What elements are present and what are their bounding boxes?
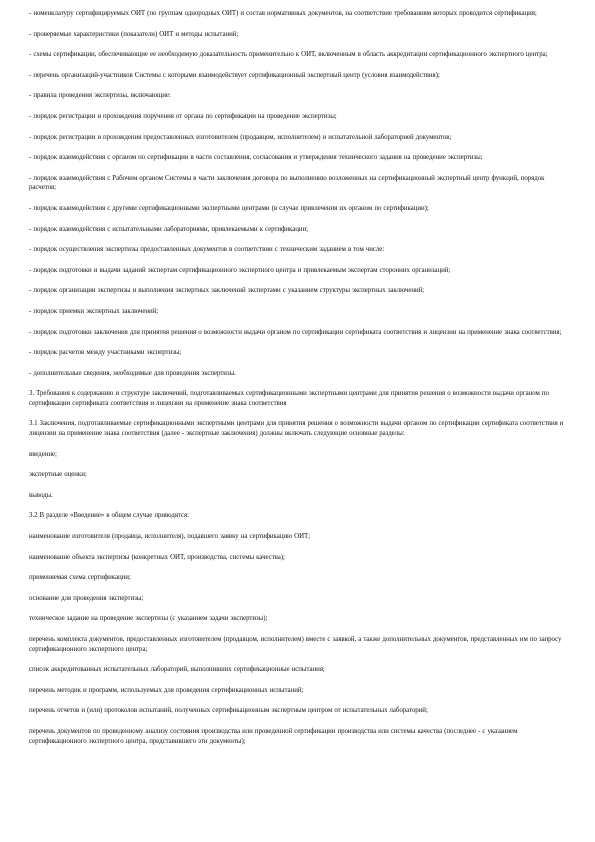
list-item: - правила проведения экспертизы, включающие: xyxy=(29,92,171,100)
list-item: - номенклатуру сертифицируемых ОИТ (по группам однородных ОИТ) и состав нормативных документов, на соответствие требованиям которых проводится сертификация; xyxy=(29,10,537,17)
list-item: - перечень организаций-участников Системы с которыми взаимодействует сертификационный экспертный центр (условия взаимодействия); xyxy=(29,71,440,79)
list-item: основание для проведения экспертизы; xyxy=(29,594,144,602)
list-item: список аккредитованных испытательных лабораторий, выполнивших сертификационные испытания; xyxy=(29,666,325,674)
list-item: - порядок взаимодействия с другими сертификационными экспертными центрами (в случае привлечения их органом по сертификации); xyxy=(29,204,429,212)
list-item: перечень комплекта документов, предоставленных изготовителем (продавцом, исполнителем) вместе с заявкой, а также дополнительных документов, представленных им по запросу сертификационного экспертного центра; xyxy=(29,636,562,653)
list-item: наименование изготовителя (продавца, исполнителя), подавшего заявку на сертификацию ОИТ; xyxy=(29,533,311,541)
list-item: - порядок взаимодействия с Рабочим органом Системы в части заключения договора по выполнению возложенных на сертификационный экспертный центр функций, порядок расчетов; xyxy=(29,174,545,192)
list-item: перечень документов по проведенному анализу состояния производства или проведенной сертификации производства или системы качества (последнее - с указанием сертификационного экспертного центра, представившего эти документы); xyxy=(29,727,518,745)
list-item: - дополнительные сведения, необходимые для проведения экспертизы. xyxy=(29,369,236,377)
list-item: - порядок регистрации и прохождения предоставленных изготовителем (продавцом, исполнителем) и испытательной лабораторией документов; xyxy=(29,133,452,141)
list-item: техническое задание на проведение экспертизы (с указанием задачи экспертизы); xyxy=(29,615,268,623)
list-item: - порядок подготовки и выдачи заданий экспертам сертификационного экспертного центра и привлекаемым экспертам сторонних организаций; xyxy=(29,266,451,274)
list-item: наименование объекта экспертизы (конкретных ОИТ, производства, системы качества); xyxy=(29,553,285,561)
body-paragraph: 3.1 Заключения, подготавливаемые сертификационными экспертными центрами для принятия решения о возможности выдачи органом по сертификации сертификата соответствия и лицензии на применение знака соответствия (далее - экспертные заключения) должны включать следующие основные разделы: xyxy=(29,420,564,438)
list-item: - схемы сертификации, обеспечивающие ее необходимую доказательность применительно к ОИТ, включенным в область аккредитации сертификационного экспертного центра; xyxy=(29,51,548,59)
list-item: - порядок взаимодействия с органом по сертификации в части составления, согласования и утверждения технического задания на проведение экспертизы; xyxy=(29,154,483,162)
list-item: - проверяемые характеристики (показатели) ОИТ и методы испытаний; xyxy=(29,30,239,38)
list-item: перечень отчетов и (или) протоколов испытаний, полученных сертификационным экспертным центром от испытательных лабораторий; xyxy=(29,707,428,715)
list-item: - порядок расчетов между участниками экспертизы; xyxy=(29,349,182,357)
list-item: - порядок взаимодействия с испытательными лабораториями, привлекаемыми к сертификации; xyxy=(29,225,309,233)
list-item: применяемая схема сертификации; xyxy=(29,574,131,582)
list-item: - порядок приемки экспертных заключений; xyxy=(29,307,159,315)
section-heading: 3. Требования к содержанию и структуре заключений, подготавливаемых сертификационными экспертными центрами для принятия решения о возможности выдачи органом по сертификации сертификата соответствия и лицензии на применение знака соответствия xyxy=(29,390,549,407)
list-item: - порядок организации экспертизы и выполнения экспертных заключений экспертами с указанием структуры экспертных заключений; xyxy=(29,287,425,295)
list-item: выводы. xyxy=(29,491,53,499)
list-item: - порядок регистрации и прохождения поручения от органа по сертификации на проведение экспертизы; xyxy=(29,112,337,120)
list-item: экспертные оценки; xyxy=(29,471,87,479)
list-item: перечень методик и программ, используемых для проведения сертификационных испытаний; xyxy=(29,686,304,694)
list-item: - порядок осуществления экспертизы предоставленных документов в соответствии с техническим заданием в том числе: xyxy=(29,246,385,254)
list-item: введение; xyxy=(29,450,57,458)
body-paragraph: 3.2 В разделе «Введение» в общем случае приводятся: xyxy=(29,512,189,520)
document-page xyxy=(29,9,567,757)
list-item: - порядок подготовки заключения для принятия решения о возможности выдачи органом по сертификации сертификата соответствия и лицензии на применение знака соответствия; xyxy=(29,328,562,336)
